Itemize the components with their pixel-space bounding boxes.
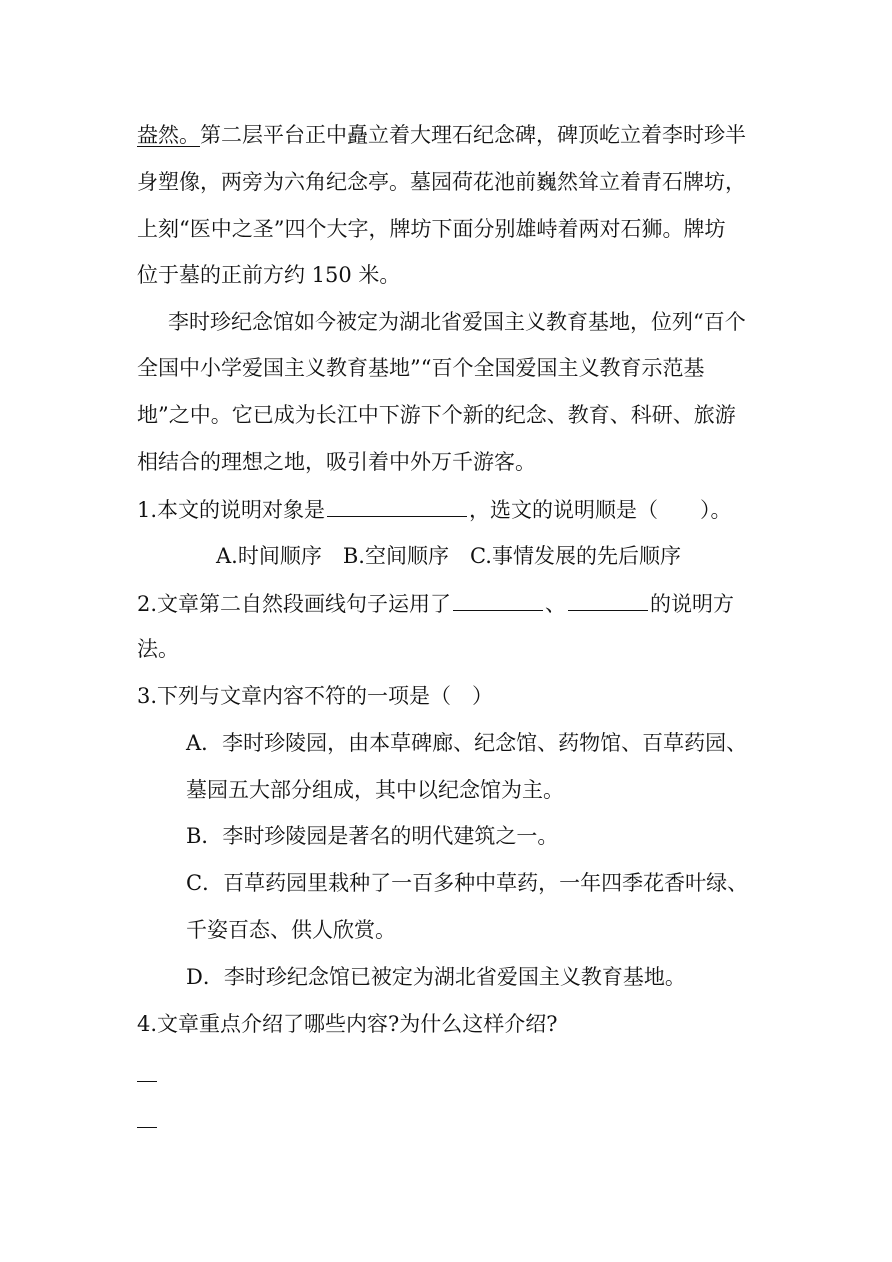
passage-p1-line3: 上刻“医中之圣”四个大字，牌坊下面分别雄峙着两对石狮。牌坊 [137,217,726,241]
question-2-line2: 法。 [137,637,179,661]
passage-text: 第二层平台正中矗立着大理石纪念碑，碑顶屹立着李时珍半 [200,123,746,147]
question-2-separator: 、 [545,592,567,616]
question-1-options: A.时间顺序 B.空间顺序 C.事情发展的先后顺序 [216,544,681,568]
answer-blank-q1[interactable] [327,494,467,517]
answer-blank-q2a[interactable] [453,588,543,611]
question-2 [137,588,734,619]
question-3-option-d: D．李时珍纪念馆已被定为湖北省爱国主义教育基地。 [186,965,686,989]
question-3-option-b: B．李时珍陵园是著名的明代建筑之一。 [186,824,559,848]
passage-p2-line2: 全国中小学爱国主义教育基地”“百个全国爱国主义教育示范基 [137,356,705,380]
passage-p1-line1 [137,120,746,150]
passage-p2-line3: 地”之中。它已成为长江中下游下个新的纪念、教育、科研、旅游 [137,403,736,427]
answer-line-1[interactable] [137,1081,157,1082]
question-3-option-c-line1: C．百草药园里栽种了一百多种中草药，一年四季花香叶绿、 [186,871,749,895]
question-1-prefix: 1.本文的说明对象是 [137,498,326,522]
question-3-option-a-line2: 墓园五大部分组成，其中以纪念馆为主。 [186,778,564,802]
underlined-text: 盎然。 [137,123,200,147]
question-3-option-c-line2: 千姿百态、供人欣赏。 [186,918,396,942]
question-2-prefix: 2.文章第二自然段画线句子运用了 [137,592,452,616]
question-3-stem: 3.下列与文章内容不符的一项是（ ） [137,684,494,708]
passage-p2-line4: 相结合的理想之地，吸引着中外万千游客。 [137,450,536,474]
passage-p2-line1: 李时珍纪念馆如今被定为湖北省爱国主义教育基地，位列“百个 [168,310,746,334]
question-2-suffix: 的说明方 [650,592,735,616]
question-1-suffix: ，选文的说明顺是（ ）。 [469,498,732,522]
answer-blank-q2b[interactable] [568,588,648,611]
passage-p1-line4: 位于墓的正前方约 150 米。 [137,263,401,287]
question-4: 4.文章重点介绍了哪些内容?为什么这样介绍? [137,1012,558,1036]
question-1 [137,494,732,525]
answer-line-2[interactable] [137,1127,157,1128]
question-3-option-a-line1: A．李时珍陵园，由本草碑廊、纪念馆、药物馆、百草药园、 [186,731,748,755]
passage-p1-line2: 身塑像，两旁为六角纪念亭。墓园荷花池前巍然耸立着青石牌坊， [137,170,746,194]
